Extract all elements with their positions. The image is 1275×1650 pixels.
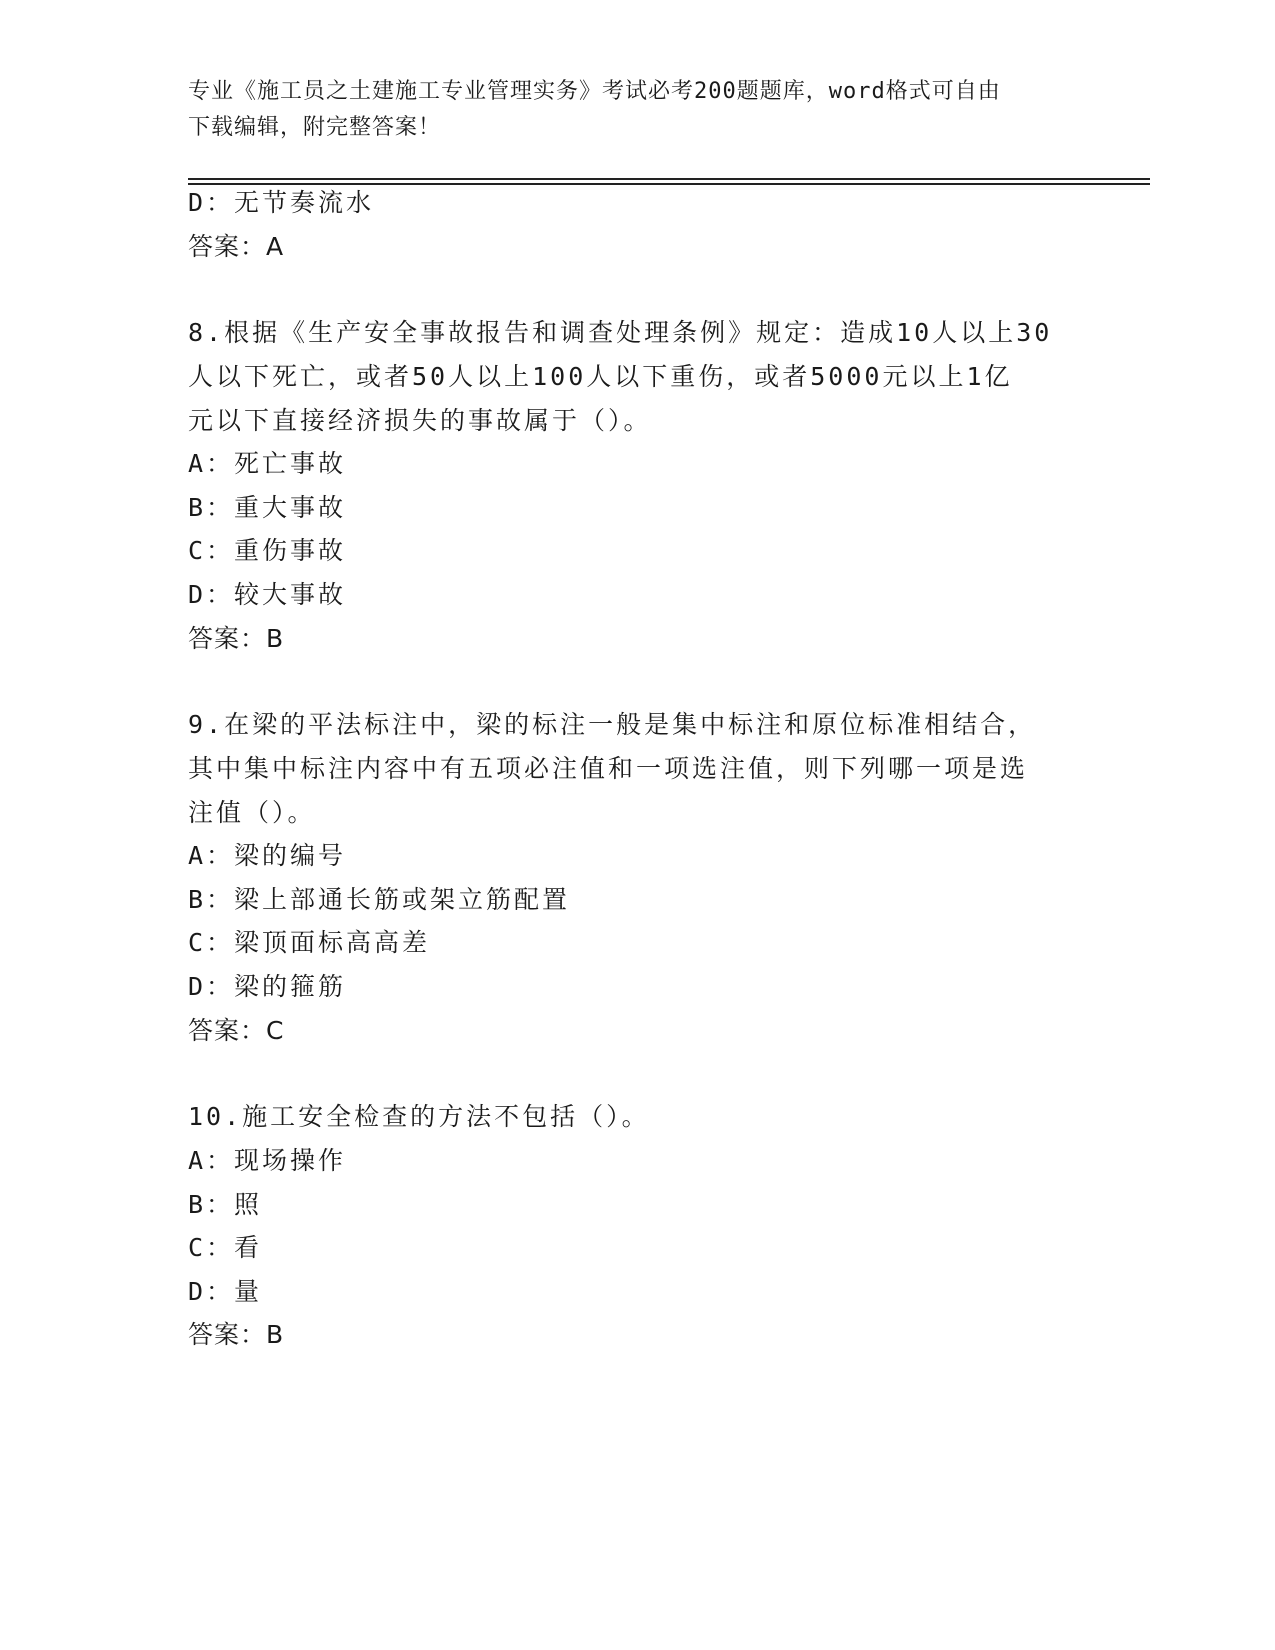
q10-option-a: A：现场操作 (188, 1146, 347, 1175)
q9-answer: 答案：C (188, 1016, 285, 1045)
header-line-1: 专业《施工员之土建施工专业管理实务》考试必考200题题库，word格式可自由 (188, 79, 1001, 104)
q10-option-b: B：照 (188, 1190, 263, 1219)
q9-option-c: C：梁顶面标高高差 (188, 928, 431, 957)
q8-answer: 答案：B (188, 624, 285, 653)
q8-stem-line-3: 元以下直接经济损失的事故属于（）。 (188, 406, 652, 435)
q9-stem-line-2: 其中集中标注内容中有五项必注值和一项选注值，则下列哪一项是选 (188, 754, 1029, 783)
q8-stem-line-2: 人以下死亡，或者50人以上100人以下重伤，或者5000元以上1亿 (188, 362, 1013, 391)
q9-option-b: B：梁上部通长筋或架立筋配置 (188, 885, 571, 914)
q8-option-a: A：死亡事故 (188, 449, 347, 478)
q9-stem-line-1: 9.在梁的平法标注中，梁的标注一般是集中标注和原位标准相结合， (188, 710, 1037, 739)
header-line-2: 下载编辑，附完整答案！ (188, 115, 442, 140)
q10-option-c: C：看 (188, 1233, 263, 1262)
q10-stem-line-1: 10.施工安全检查的方法不包括（）。 (188, 1102, 650, 1131)
document-header (188, 74, 1088, 146)
q10-option-d: D：量 (188, 1277, 263, 1306)
q8-option-b: B：重大事故 (188, 493, 347, 522)
q8-stem-line-1: 8.根据《生产安全事故报告和调查处理条例》规定：造成10人以上30 (188, 318, 1053, 347)
q8-option-c: C：重伤事故 (188, 536, 347, 565)
q9-stem-line-3: 注值（）。 (188, 798, 316, 827)
q7-answer: 答案：A (188, 232, 285, 261)
q7-option-d: D：无节奏流水 (188, 188, 375, 217)
q9-option-d: D：梁的箍筋 (188, 972, 347, 1001)
q9-option-a: A：梁的编号 (188, 841, 347, 870)
q8-option-d: D：较大事故 (188, 580, 347, 609)
q10-answer: 答案：B (188, 1320, 285, 1349)
